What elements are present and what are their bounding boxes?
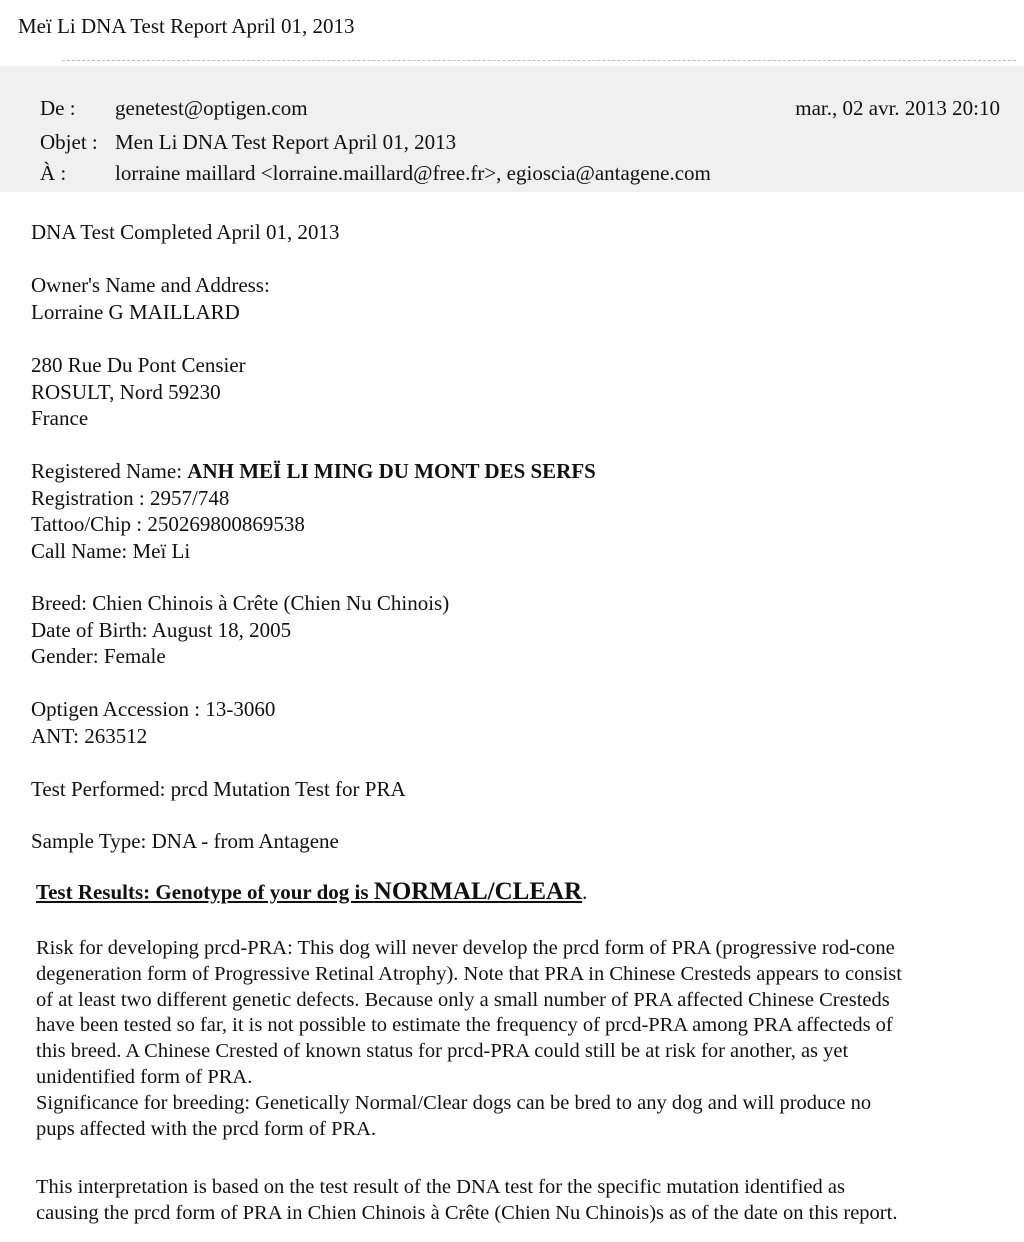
tattoo-chip: Tattoo/Chip : 250269800869538 — [31, 512, 305, 536]
address-line-2: ROSULT, Nord 59230 — [31, 379, 221, 404]
results-value: NORMAL/CLEAR — [373, 878, 583, 905]
interpretation-paragraph — [36, 1175, 897, 1227]
email-subject-row — [40, 130, 456, 155]
dog-identity-block — [31, 458, 596, 564]
registered-name-value: ANH MEÏ LI MING DU MONT DES SERFS — [187, 459, 596, 483]
breed: Breed: Chien Chinois à Crête (Chien Nu Chinois) — [31, 591, 450, 615]
registered-name-row — [31, 458, 596, 485]
email-to-value[interactable]: lorraine maillard <lorraine.maillard@free.fr>, egioscia@antagene.com — [115, 161, 711, 185]
email-date: mar., 02 avr. 2013 20:10 — [795, 96, 1000, 120]
owner-heading: Owner's Name and Address: — [31, 273, 270, 297]
risk-paragraph — [36, 936, 902, 1142]
significance-line: Significance for breeding: Genetically Normal/Clear dogs can be bred to any dog and will produce no — [36, 1091, 872, 1114]
ant-number: ANT: 263512 — [31, 723, 148, 748]
risk-line: Risk for developing prcd-PRA: This dog will never develop the prcd form of PRA (progressive rod-cone — [36, 937, 895, 959]
risk-line: have been tested so far, it is not possible to estimate the frequency of prcd-PRA among PRA affecteds of — [36, 1014, 893, 1037]
title-divider — [62, 60, 1016, 61]
significance-line: pups affected with the prcd form of PRA. — [36, 1117, 377, 1140]
interpretation-line: causing the prcd form of PRA in Chien Chinois à Crête (Chien Nu Chinois)s as of the date on this report. — [36, 1201, 898, 1224]
call-name: Call Name: Meï Li — [31, 538, 191, 563]
gender: Gender: Female — [31, 644, 166, 668]
test-performed-block — [31, 776, 406, 803]
interpretation-line: This interpretation is based on the test result of the DNA test for the specific mutation identified as — [36, 1176, 845, 1198]
registered-name-label: Registered Name: — [31, 459, 188, 483]
owner-name: Lorraine G MAILLARD — [31, 299, 240, 324]
test-performed: Test Performed: prcd Mutation Test for PRA — [31, 777, 406, 801]
risk-line: unidentified form of PRA. — [36, 1065, 253, 1088]
test-results — [36, 878, 587, 906]
date-of-birth: Date of Birth: August 18, 2005 — [31, 617, 292, 642]
risk-line: degeneration form of Progressive Retinal Atrophy). Note that PRA in Chinese Cresteds appears to consist — [36, 962, 902, 985]
address-line-1: 280 Rue Du Pont Censier — [31, 353, 246, 377]
page-title: Meï Li DNA Test Report April 01, 2013 — [18, 14, 355, 38]
sample-type: Sample Type: DNA - from Antagene — [31, 829, 339, 853]
dog-details-block — [31, 590, 449, 670]
risk-line: this breed. A Chinese Crested of known status for prcd-PRA could still be at risk for another, as yet — [36, 1040, 849, 1063]
sample-type-block — [31, 828, 339, 855]
test-completed-date: DNA Test Completed April 01, 2013 — [31, 220, 340, 244]
email-subject-label: Objet : — [40, 130, 98, 154]
results-heading: Test Results: Genotype of your dog is — [36, 880, 374, 904]
risk-line: of at least two different genetic defects. Because only a small number of PRA affected Chinese Cresteds — [36, 988, 890, 1011]
address-block — [31, 352, 246, 432]
email-from-value[interactable]: genetest@optigen.com — [115, 96, 308, 120]
completed-block — [31, 219, 339, 246]
results-period: . — [582, 880, 588, 904]
accession-block — [31, 696, 275, 749]
email-subject-value: Men Li DNA Test Report April 01, 2013 — [115, 130, 457, 154]
address-line-3: France — [31, 406, 89, 430]
owner-block — [31, 272, 270, 325]
optigen-accession: Optigen Accession : 13-3060 — [31, 697, 276, 721]
email-to-row — [40, 161, 711, 186]
email-from-row — [40, 96, 308, 121]
registration-number: Registration : 2957/748 — [31, 485, 230, 510]
email-from-label: De : — [40, 96, 76, 120]
email-to-label: À : — [40, 161, 67, 185]
